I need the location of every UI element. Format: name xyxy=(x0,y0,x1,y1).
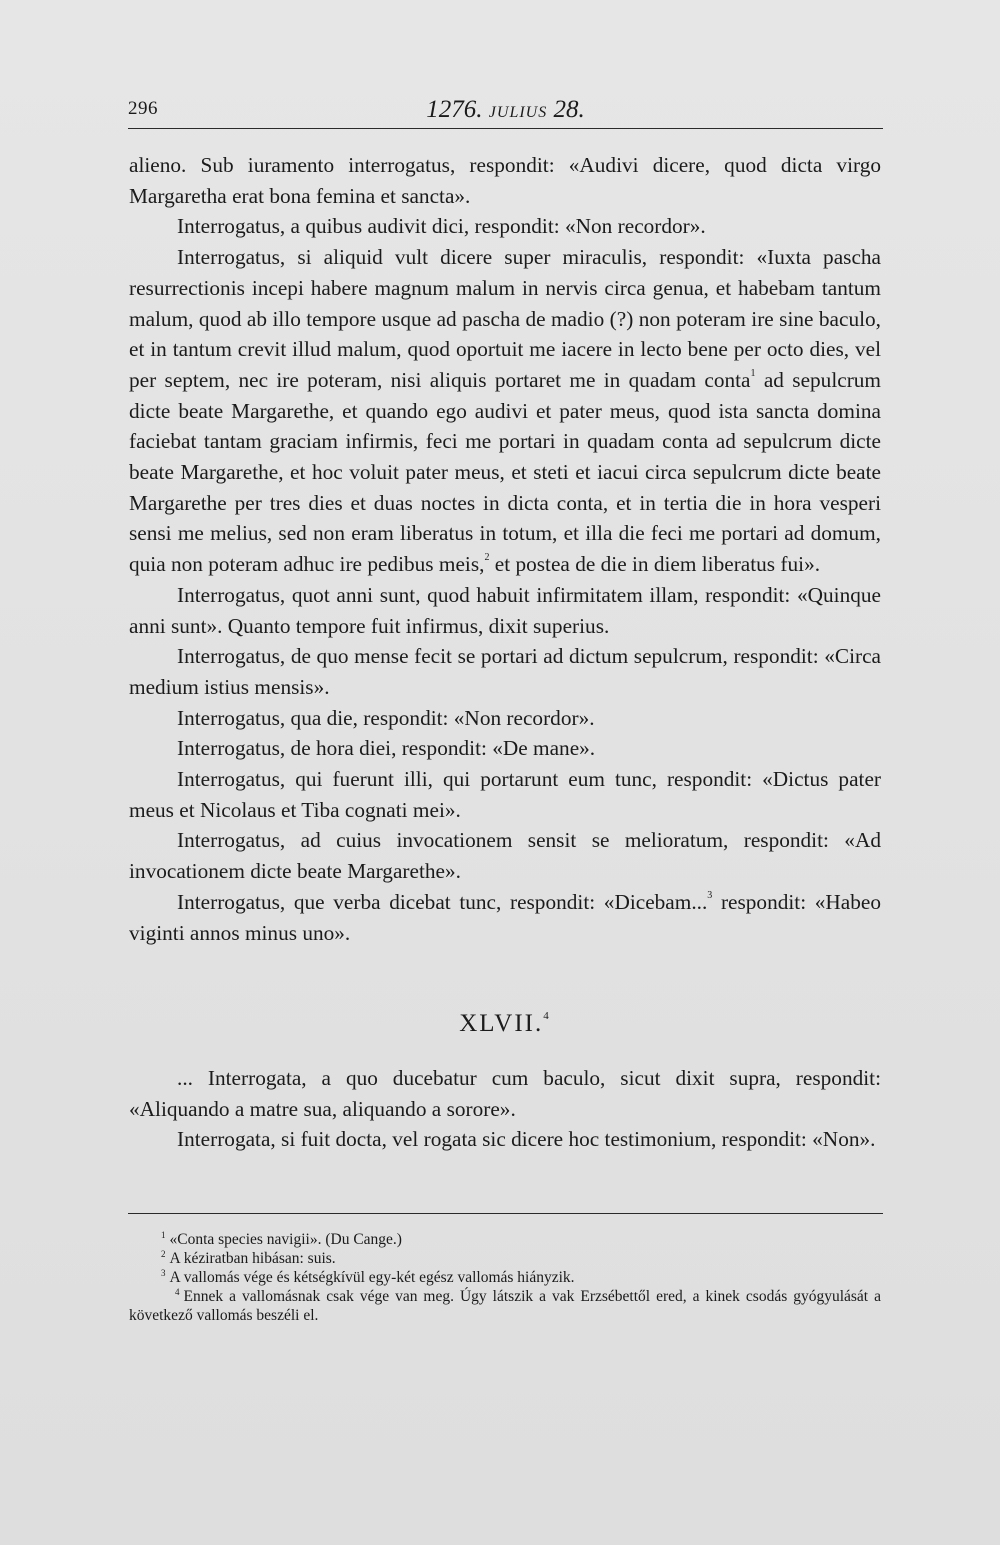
paragraph: Interrogatus, de quo mense fecit se portari ad dictum sepulcrum, respondit: «Circa medium istius mensis». xyxy=(129,644,881,699)
paragraph: ... Interrogata, a quo ducebatur cum baculo, sicut dixit supra, respondit: «Aliquando a matre sua, aliquando a sorore». xyxy=(129,1066,881,1121)
running-title-day: 28. xyxy=(553,96,585,123)
section-text xyxy=(129,1063,881,1155)
footnote xyxy=(129,1287,881,1325)
text-span: respondit: «Habeo viginti annos minus uno». xyxy=(129,889,881,945)
footnotes xyxy=(129,1230,881,1325)
running-title-year: 1276. xyxy=(426,96,483,123)
footnote-number: 4 xyxy=(175,1287,180,1297)
footnote xyxy=(129,1268,881,1287)
section-heading xyxy=(129,1010,881,1038)
running-title xyxy=(128,96,883,124)
paragraph: Interrogatus, quot anni sunt, quod habuit infirmitatem illam, respondit: «Quinque anni sunt». Quanto tempore fuit infirmus, dixit superius. xyxy=(129,582,881,638)
paragraph xyxy=(129,242,881,580)
footnote xyxy=(129,1249,881,1268)
footnote-number: 2 xyxy=(161,1249,166,1259)
footnote-mark: 1 xyxy=(750,367,756,379)
paragraph: alieno. Sub iuramento interrogatus, respondit: «Audivi dicere, quod dicta virgo Margaretha erat bona femina et sancta». xyxy=(129,153,881,208)
footnote-text: «Conta species navigii». (Du Cange.) xyxy=(169,1231,402,1248)
footnote-text: Ennek a vallomásnak csak vége van meg. Úgy látszik a vak Erzsébettől ered, a kinek csodás gyógyulását a következő vallomás beszéli el. xyxy=(129,1288,881,1324)
footnote-text: A kéziratban hibásan: suis. xyxy=(169,1250,336,1267)
footnote-mark: 2 xyxy=(484,552,490,564)
paragraph xyxy=(129,887,881,948)
section-number: XLVII. xyxy=(459,1010,544,1037)
paragraph: Interrogatus, de hora diei, respondit: «De mane». xyxy=(177,736,596,761)
page-number: 296 xyxy=(128,98,158,119)
footnote-number: 1 xyxy=(161,1230,166,1240)
text-span: Interrogatus, si aliquid vult dicere super miraculis, respondit: «Iuxta pascha resurrectionis incepi habere magnum malum in nervis circa genua, et habebam tantum malum, quod ab illo tempore usque ad pascha de madio (?) non poteram ire sine baculo, et in tantum crevit illud malum, quod oportuit me iacere in lecto bene per octo dies, vel per septem, nec ire poteram, nisi aliquis portaret me in quadam conta xyxy=(129,245,881,392)
footnote-mark: 3 xyxy=(707,889,713,901)
text-span: et postea de die in diem liberatus fui». xyxy=(489,552,821,577)
paragraph: Interrogatus, qui fuerunt illi, qui portarunt eum tunc, respondit: «Dictus pater meus et Nicolaus et Tiba cognati mei». xyxy=(129,767,881,822)
paragraph: Interrogatus, qua die, respondit: «Non recordor». xyxy=(177,705,595,730)
text-span: Interrogatus, que verba dicebat tunc, respondit: «Dicebam... xyxy=(177,889,708,914)
paragraph: Interrogata, si fuit docta, vel rogata sic dicere hoc testimonium, respondit: «Non». xyxy=(177,1127,876,1152)
text-span: ad sepulcrum dicte beate Margarethe, et quando ego audivi et pater meus, quod ista sancta domina faciebat tantam graciam infirmis, feci me portari in quadam conta ad sepulcrum dicte beate Margarethe, et hoc voluit pater meus, et steti et iacui circa sepulcrum dicte beate Margarethe per tres dies et duas noctes in dicta conta, et in tertia die in hora vesperi sensi me melius, sed non eram liberatus in totum, et illa die feci me portari ad domum, quia non poteram adhuc ire pedibus meis, xyxy=(129,367,881,577)
footnote-rule xyxy=(128,1213,883,1214)
footnote xyxy=(129,1230,881,1249)
main-text xyxy=(129,150,881,948)
running-head xyxy=(128,96,883,130)
footnote-number: 3 xyxy=(161,1268,166,1278)
running-title-month: JULIUS xyxy=(488,104,548,121)
paragraph: Interrogatus, ad cuius invocationem sensit se melioratum, respondit: «Ad invocationem dicte beate Margarethe». xyxy=(129,828,881,884)
header-rule xyxy=(128,128,883,129)
footnote-text: A vallomás vége és kétségkívül egy-két egész vallomás hiányzik. xyxy=(169,1269,575,1286)
paragraph: Interrogatus, a quibus audivit dici, respondit: «Non recordor». xyxy=(177,214,706,239)
footnote-mark: 4 xyxy=(543,1010,551,1022)
